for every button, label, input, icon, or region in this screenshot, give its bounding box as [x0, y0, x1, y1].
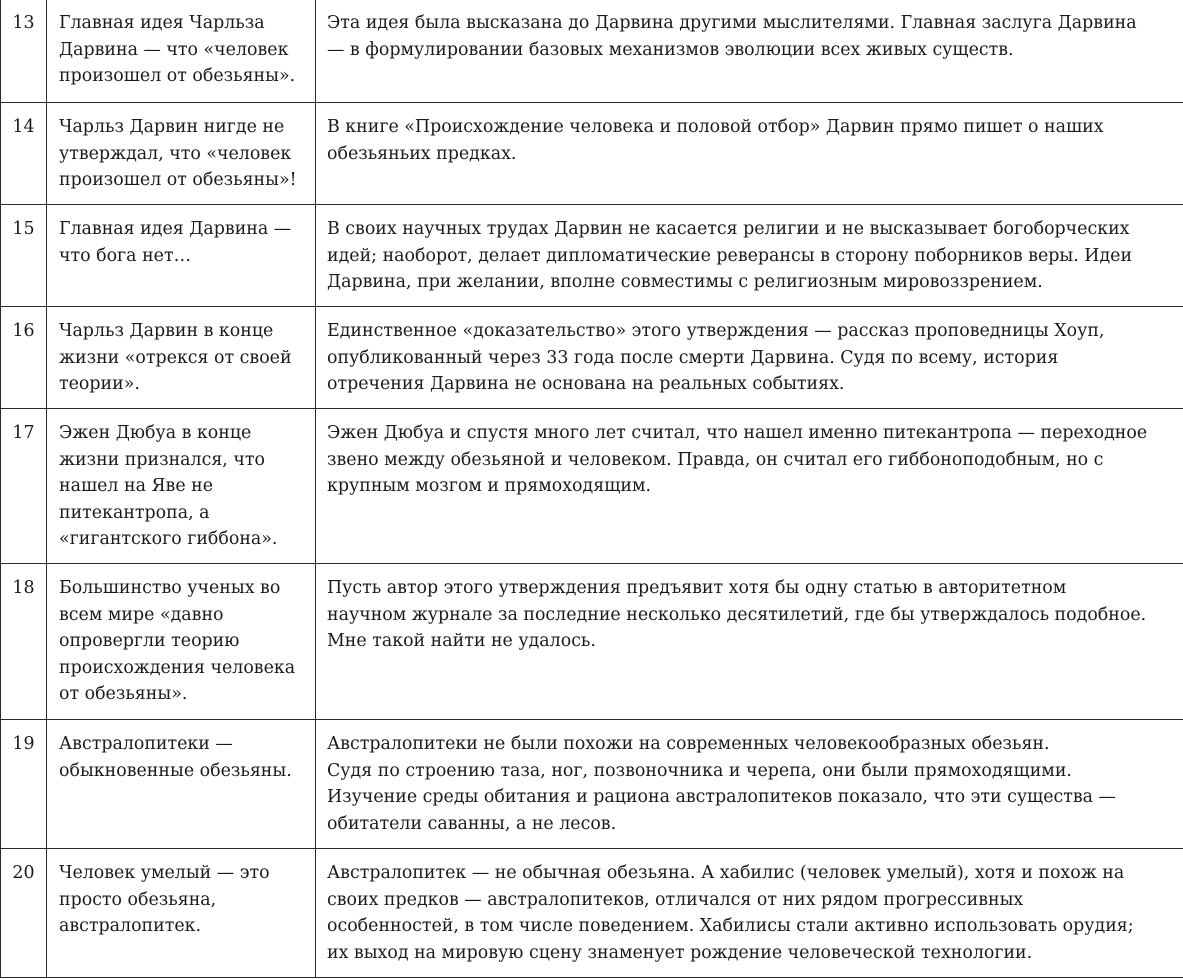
myth-line: утверждал, что «человек: [59, 143, 292, 164]
myth-line: «гигантского гиббона».: [59, 529, 278, 549]
table-row: [1, 564, 1183, 720]
fact-line: Эта идея была высказана до Дарвина другими мыслителями. Главная заслуга Дарвина: [327, 13, 1137, 33]
myth-line: Человек умелый — это: [59, 863, 270, 883]
table-row: [1, 720, 1183, 849]
fact-line: Мне такой найти не удалось.: [327, 631, 596, 651]
row-number: 18: [1, 564, 47, 720]
myth-line: австралопитек.: [59, 916, 202, 936]
fact-cell: [316, 103, 1183, 205]
myth-line: Эжен Дюбуа в конце: [59, 423, 252, 443]
myth-cell: [47, 720, 316, 849]
fact-cell: [316, 409, 1183, 564]
myth-line: от обезьяны».: [59, 684, 188, 704]
fact-cell: [316, 564, 1183, 720]
myth-cell: [47, 103, 316, 205]
fact-line: обезьяньих предках.: [327, 143, 517, 164]
table-row: [1, 205, 1183, 307]
fact-cell: [316, 720, 1183, 849]
table-body: [1, 0, 1183, 978]
fact-line: Изучение среды обитания и рациона австралопитеков показало, что эти существа —: [327, 787, 1116, 807]
fact-line: — в формулировании базовых механизмов эволюции всех живых существ.: [327, 39, 1014, 60]
myth-line: происхождения человека: [59, 657, 296, 678]
myth-cell: [47, 307, 316, 409]
myth-line: опровергли теорию: [59, 631, 240, 651]
fact-line: обитатели саванны, а не лесов.: [327, 813, 617, 834]
fact-line: их выход на мировую сцену знаменует рождение человеческой технологии.: [327, 942, 1033, 963]
fact-line: Австралопитеки не были похожи на современных человекообразных обезьян.: [327, 734, 1050, 754]
fact-line: Эжен Дюбуа и спустя много лет считал, что нашел именно питекантропа — переходное: [327, 423, 1148, 443]
fact-line: Единственное «доказательство» этого утверждения — рассказ проповедницы Хоуп,: [327, 321, 1105, 341]
fact-line: Австралопитек — не обычная обезьяна. А хабилис (человек умелый), хотя и похож на: [327, 863, 1125, 883]
fact-line: научном журнале за последние несколько десятилетий, где бы утверждалось подобное.: [327, 604, 1147, 625]
myth-line: что бога нет…: [59, 245, 191, 266]
myth-line: Чарльз Дарвин нигде не: [59, 117, 285, 137]
row-number: 14: [1, 103, 47, 205]
myth-line: Большинство ученых во: [59, 578, 281, 598]
table-row: [1, 849, 1183, 978]
row-number: 15: [1, 205, 47, 307]
myth-cell: [47, 205, 316, 307]
fact-cell: [316, 849, 1183, 978]
fact-line: Пусть автор этого утверждения предъявит хотя бы одну статью в авторитетном: [327, 578, 1067, 598]
fact-line: В своих научных трудах Дарвин не касается религии и не высказывает богоборческих: [327, 219, 1130, 239]
myth-line: теории».: [59, 374, 140, 394]
myth-line: Австралопитеки —: [59, 734, 233, 754]
fact-line: звено между обезьяной и человеком. Правда, он считал его гиббоноподобным, но с: [327, 449, 1104, 470]
fact-line: Дарвина, при желании, вполне совместимы с религиозным мировоззрением.: [327, 272, 1043, 292]
myth-line: жизни «отрекся от своей: [59, 347, 292, 368]
myth-line: Главная идея Дарвина —: [59, 219, 292, 239]
myth-cell: [47, 849, 316, 978]
myth-line: произошел от обезьяны».: [59, 66, 296, 86]
row-number: 20: [1, 849, 47, 978]
fact-cell: [316, 307, 1183, 409]
fact-line: идей; наоборот, делает дипломатические реверансы в сторону поборников веры. Идеи: [327, 245, 1133, 266]
fact-line: опубликованный через 33 года после смерти Дарвина. Судя по всему, история: [327, 347, 1059, 368]
fact-line: Судя по строению таза, ног, позвоночника и черепа, они были прямоходящими.: [327, 760, 1072, 781]
myth-line: Главная идея Чарльза: [59, 13, 265, 33]
myth-cell: [47, 0, 316, 103]
myth-line: нашел на Яве не: [59, 476, 214, 496]
myth-line: просто обезьяна,: [59, 889, 217, 910]
row-number: 13: [1, 0, 47, 103]
table-row: [1, 409, 1183, 564]
table-row: [1, 307, 1183, 409]
table-row: [1, 103, 1183, 205]
myth-line: произошел от обезьяны»!: [59, 170, 297, 190]
row-number: 16: [1, 307, 47, 409]
fact-line: крупным мозгом и прямоходящим.: [327, 476, 652, 496]
fact-line: отречения Дарвина не основана на реальных событиях.: [327, 374, 845, 394]
myth-cell: [47, 409, 316, 564]
myth-line: Дарвина — что «человек: [59, 39, 289, 60]
myth-line: всем мире «давно: [59, 604, 224, 625]
row-number: 17: [1, 409, 47, 564]
myth-line: питекантропа, а: [59, 502, 210, 523]
fact-cell: [316, 0, 1183, 103]
fact-line: В книге «Происхождение человека и половой отбор» Дарвин прямо пишет о наших: [327, 117, 1104, 137]
fact-line: особенностей, в том числе поведением. Хабилисы стали активно использовать орудия;: [327, 916, 1134, 936]
table-row: [1, 0, 1183, 103]
fact-line: своих предков — австралопитеков, отличался от них рядом прогрессивных: [327, 889, 1024, 910]
row-number: 19: [1, 720, 47, 849]
myth-line: жизни признался, что: [59, 449, 265, 470]
fact-cell: [316, 205, 1183, 307]
myth-line: обыкновенные обезьяны.: [59, 760, 292, 781]
myth-line: Чарльз Дарвин в конце: [59, 321, 274, 341]
myth-cell: [47, 564, 316, 720]
